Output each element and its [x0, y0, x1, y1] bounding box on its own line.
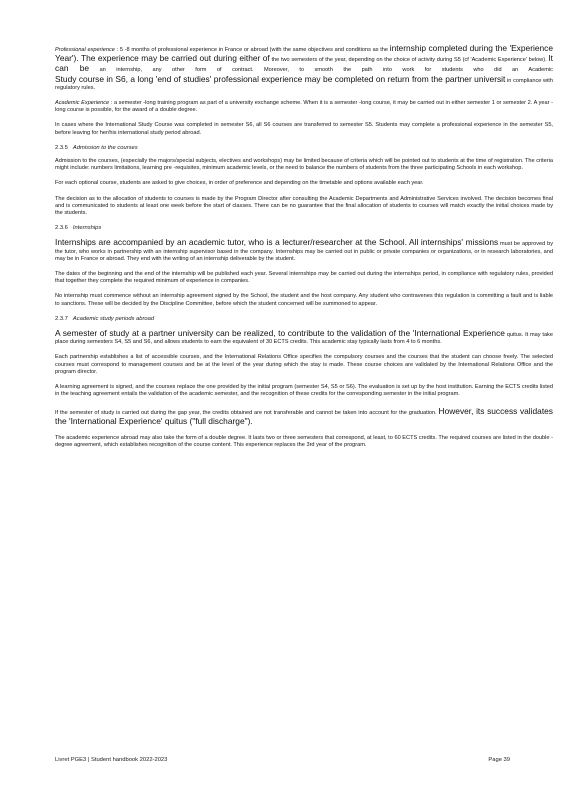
professional-experience-paragraph: [55, 44, 553, 92]
academic-experience-label: Academic Experience: [55, 100, 110, 107]
abroad-text: quitus. It may take place during semesters S4, S5 and S6, and allows students to earn the equivalent of 30 ECTS credits. This academic stay typically lasts from 4 to 6 months.: [55, 332, 553, 346]
page-number: Page 39: [488, 757, 510, 763]
gap-year-lead: However, its success validates the 'International Experience' quitus ("full discharge").: [55, 405, 553, 426]
professional-text-1: : 5 -8 months of professional experience in France or abroad (with the same objectives and conditions as the: [116, 47, 388, 53]
professional-text-3: the two semesters of the year, depending on the choice of activity during S5 (cf 'Academic Experience' below).: [271, 57, 547, 64]
internships-paragraph-1: [55, 238, 553, 263]
abroad-paragraph-1: [55, 329, 553, 346]
professional-experience-label: Professional experience: [55, 47, 115, 53]
professional-text-7: in compliance with regulatory rules.: [55, 77, 553, 91]
abroad-paragraph-2: Each partnership establishes a list of accessible courses, and the International Relations Office specifies the compulsory courses and the courses that the student can choose freely. The selected courses must correspond to management courses and be at the level of the year during which the stay is made. These course choices are validated by the International Relations Office and the program director.: [55, 354, 553, 375]
section-heading-admission: [55, 145, 553, 152]
gap-year-text: If the semester of study is carried out during the gap year, the credits obtained are not transferable and cannot be taken into account for the graduation.: [55, 409, 437, 416]
abroad-paragraph-4: [55, 407, 553, 427]
section-title: Academic study periods abroad: [72, 315, 155, 322]
section-number: 2.3.7: [55, 315, 68, 322]
footer-handbook-title: Livret PGE3 | Student handbook 2022-2023: [55, 757, 168, 763]
internships-paragraph-3: No internship must commence without an internship agreement signed by the School, the student and the host company. Any student who contravenes this regulation is committing a fault and is liable to sanctions. These will be decided by the Discipline Committee, before which the student concerned will be summoned to appear.: [55, 293, 553, 307]
section-heading-abroad: [55, 316, 553, 323]
section-heading-internships: [55, 225, 553, 232]
professional-text-5: an internship, any other form of contract. Moreover, to smooth the path into work for students who did an Academic: [99, 67, 553, 74]
internships-text: must be approved by the tutor, who works in partnership with an internship supervisor based in the company. Internships may be carried out in public or private companies or organizations, or in research laboratories, and may be in France or abroad. They end with the writing of an internship deliverable by the student.: [55, 241, 553, 262]
professional-text-2: internship completed during the 'Experience Year'). The experience may be carried out during either of: [55, 43, 553, 64]
abroad-paragraph-5: The academic experience abroad may also take the form of a double degree. It lasts two or three semesters that correspond, at least, to 60 ECTS credits. The required courses are listed in the double -degree agreement, which establishes recognition of the course content. This experience replaces the 3rd year of the program.: [55, 434, 553, 449]
abroad-paragraph-3: A learning agreement is signed, and the courses replace the one provided by the initial program (semester S4, S5 or S6). The evaluation is set up by the host institution. Earning the ECTS credits listed in the teaching agreement entails the validation of the academic semester, and the recognition of these credits for the corresponding semester in the initial program.: [55, 384, 553, 398]
academic-experience-paragraph: [55, 100, 553, 114]
admission-paragraph-3: The decision as to the allocation of students to courses is made by the Program Director after consulting the Academic Departments and Administrative Services involved. The decision becomes final and is communicated to students at least one week before the start of classes. There can be no guarantee that the final allocation of students to courses will match exactly the initial choices made by the students.: [55, 195, 553, 217]
internships-lead: Internships are accompanied by an academic tutor, who is a lecturer/researcher at the School. All internships' missions: [55, 237, 499, 248]
section-number: 2.3.5: [55, 144, 68, 151]
section-number: 2.3.6: [55, 225, 68, 232]
internships-paragraph-2: The dates of the beginning and the end of the internship will be published each year. Several internships may be carried out during the internships period, in compliance with regulatory rules, provided that together they complete the required minimum of experience in companies.: [55, 271, 553, 285]
section-title: Internships: [72, 225, 102, 232]
professional-text-6: Study course in S6, a long 'end of studies' professional experience may be completed on return from the partner universit: [55, 73, 506, 84]
page-footer: [55, 757, 510, 763]
document-body: [55, 44, 553, 457]
abroad-lead: A semester of study at a partner university can be realized, to contribute to the validation of the 'International Experience: [55, 328, 505, 339]
s6-transfer-paragraph: In cases where the International Study Course was completed in semester S6, all S6 courses are transferred to semester S5. Students may complete a professional experience in the semester S5, before leaving for her/his international study period abroad.: [55, 122, 553, 136]
admission-paragraph-2: For each optional course, students are asked to give choices, in order of preference and depending on the timetable and options available each year.: [55, 180, 424, 187]
academic-experience-text: : a semester -long training program as part of a university exchange scheme. When it is a semester -long course, it may be carried out in either semester 1 or semester 2. A year -long course is possible, for the award of a double degree.: [55, 100, 553, 114]
section-title: Admission to the courses: [72, 144, 138, 151]
professional-text-4: It can be: [55, 53, 553, 74]
admission-paragraph-1: Admission to the courses, (especially the majors/special subjects, electives and workshops) may be limited because of criteria which will be pointed out to students at the time of registration. The criteria might include: numbers limitations, learning pre -requisites, minimum academic levels, or the need to balance the numbers of students from the three participating Schools in each workshop.: [55, 158, 553, 172]
